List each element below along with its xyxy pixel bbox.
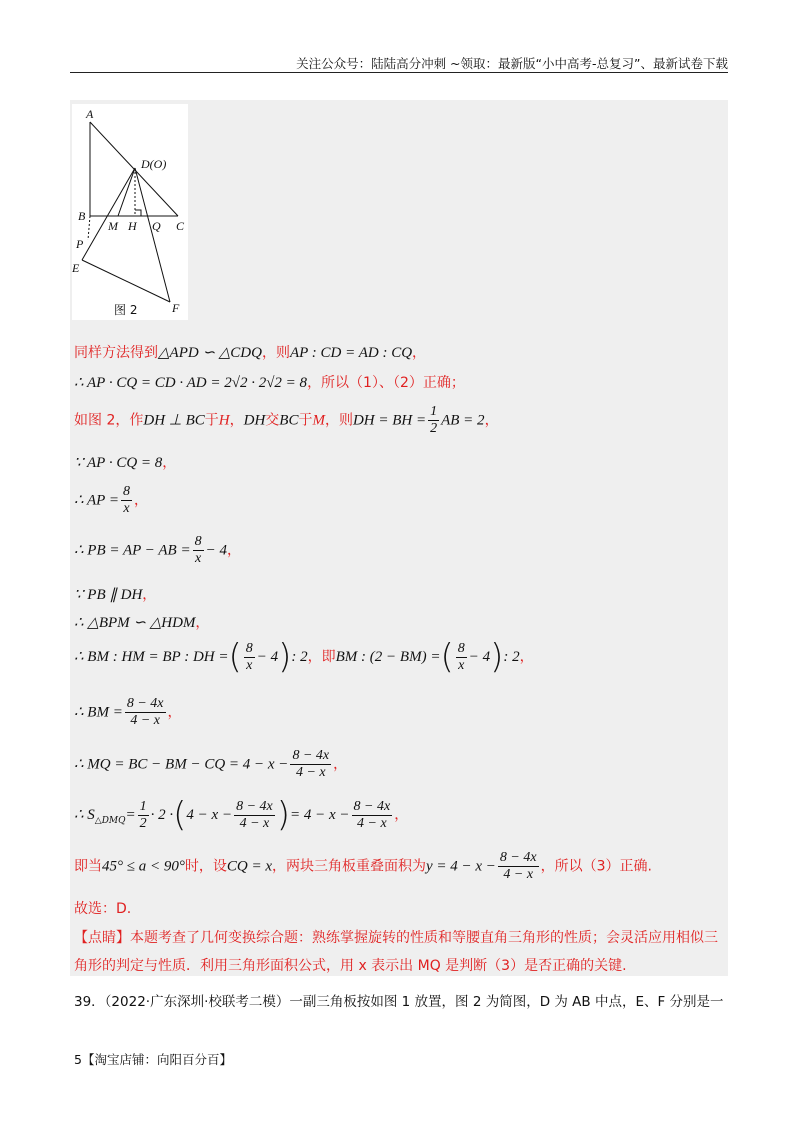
right-angle-mark xyxy=(135,210,141,216)
paren: ) xyxy=(490,637,504,677)
text: ， xyxy=(142,587,157,603)
math: : 2 xyxy=(503,649,520,665)
label-h: H xyxy=(128,219,137,233)
solution-line-9 xyxy=(74,637,534,677)
denominator: 4 − x xyxy=(503,867,534,882)
math: ∴ AP = xyxy=(74,492,119,509)
denominator: 4 − x xyxy=(239,815,270,831)
paren: ) xyxy=(276,795,291,835)
math: 45° ≤ a < 90° xyxy=(102,858,185,875)
label-c: C xyxy=(176,219,185,233)
solution-line-12 xyxy=(74,795,409,835)
label-d: D(O) xyxy=(141,157,167,171)
question-39: 39．（2022·广东深圳·校联考二模）一副三角板按如图 1 放置，图 2 为简图，D 为 AB 中点，E、F 分别是一 xyxy=(74,994,724,1010)
denominator: 4 − x xyxy=(357,815,387,831)
solution-line-5 xyxy=(74,484,148,517)
denominator: 4 − x xyxy=(130,713,160,728)
numerator: 8 − 4x xyxy=(499,850,537,865)
solution-line-10 xyxy=(74,696,182,729)
text: 于 xyxy=(204,412,219,429)
math: − 4 xyxy=(256,649,279,665)
math: H xyxy=(218,412,230,429)
text: ， xyxy=(195,615,210,631)
numerator: 8 xyxy=(457,640,465,656)
numerator: 8 xyxy=(245,640,253,656)
math: · 2 · xyxy=(150,807,174,823)
fraction xyxy=(234,799,275,832)
fraction xyxy=(290,748,331,781)
math: △APD ∽ △CDQ xyxy=(158,345,262,361)
edge-bp xyxy=(88,216,90,240)
fraction xyxy=(138,799,149,832)
text: 交 xyxy=(265,412,280,429)
text: ， xyxy=(167,704,182,721)
math: ∴ △BPM ∽ △HDM xyxy=(74,615,196,631)
fraction xyxy=(456,641,467,674)
fraction xyxy=(244,641,255,674)
math: : 2 xyxy=(291,649,308,665)
math: M xyxy=(312,412,325,429)
solution-line-3 xyxy=(74,404,499,437)
text: 时，设 xyxy=(184,858,227,875)
math: BC xyxy=(279,412,299,429)
page-header: 关注公众号：陆陆高分冲刺 ~领取：最新版“小中高考-总复习”、最新试卷下载 xyxy=(296,56,728,71)
numerator: 1 xyxy=(139,798,147,814)
text: ， xyxy=(162,455,177,471)
fraction xyxy=(498,850,539,883)
solution-line-4 xyxy=(74,452,176,472)
geometry-figure xyxy=(72,104,188,320)
text: 即当 xyxy=(74,858,102,875)
text: 于 xyxy=(298,412,313,429)
denominator: x xyxy=(194,551,202,566)
solution-line-11 xyxy=(74,748,347,781)
text: ， xyxy=(394,807,409,823)
math: ∴ S xyxy=(74,807,95,823)
denominator: 4 − x xyxy=(295,765,326,780)
label-a: A xyxy=(86,107,94,121)
denominator: 2 xyxy=(430,421,438,436)
paren: ( xyxy=(228,637,242,677)
math: ∴ MQ = BC − BM − CQ = 4 − x − xyxy=(74,756,289,773)
figure-caption: 图 2 xyxy=(114,303,138,317)
text: ，所以（1）、（2）正确； xyxy=(307,375,465,391)
math: ∴ BM = xyxy=(74,704,123,721)
numerator: 1 xyxy=(430,404,438,419)
text: ， xyxy=(333,756,348,773)
page-footer: 5【淘宝店铺：向阳百分百】 xyxy=(74,1052,232,1067)
solution-line-7 xyxy=(74,584,156,604)
fraction xyxy=(428,404,439,437)
fraction xyxy=(125,696,166,729)
math: AB = 2 xyxy=(441,412,485,429)
label-e: E xyxy=(72,261,80,275)
denominator: 2 xyxy=(139,815,147,831)
solution-line-13 xyxy=(74,850,652,883)
paren: ) xyxy=(278,637,292,677)
math: DH xyxy=(243,412,266,429)
text: ， xyxy=(226,542,241,559)
text: ， xyxy=(229,412,244,429)
label-q: Q xyxy=(152,219,161,233)
numerator: 8 − 4x xyxy=(126,696,164,711)
numerator: 8 − 4x xyxy=(292,748,330,763)
subscript: △DMQ xyxy=(94,815,126,826)
label-m: M xyxy=(108,219,118,233)
numerator: 8 − 4x xyxy=(236,798,273,814)
fraction xyxy=(352,799,393,832)
solution-line-14: 故选：D. xyxy=(74,901,132,917)
text: ，即 xyxy=(307,649,336,665)
math: DH ⊥ BC xyxy=(143,412,205,429)
text: ，所以（3）正确. xyxy=(540,858,652,875)
math: − 4 xyxy=(205,542,227,559)
math: = 4 − x − xyxy=(290,807,350,823)
text: ， xyxy=(412,345,427,361)
math: AP : CD = AD : CQ xyxy=(289,345,413,361)
math: CQ = x xyxy=(226,858,272,875)
edge-dm xyxy=(118,168,135,216)
math: − 4 xyxy=(468,649,491,665)
fraction xyxy=(121,484,132,517)
numerator: 8 xyxy=(122,484,130,499)
header-rule xyxy=(70,72,728,73)
math: ∵ PB ∥ DH xyxy=(74,587,143,603)
denominator: x xyxy=(246,657,253,673)
edge-ef xyxy=(82,260,170,302)
math: y = 4 − x − xyxy=(425,858,496,875)
text: 如图 2，作 xyxy=(74,412,144,429)
solution-line-1 xyxy=(74,342,426,362)
figure-svg xyxy=(72,104,188,320)
text: ， xyxy=(519,649,534,665)
denominator: x xyxy=(458,657,465,673)
text: ，则 xyxy=(261,345,290,361)
solution-line-8 xyxy=(74,612,209,632)
paren: ( xyxy=(173,795,187,835)
math: BM : (2 − BM) = xyxy=(335,649,441,665)
math: ∴ AP · CQ = CD · AD = 2√2 · 2√2 = 8 xyxy=(74,375,308,391)
text: ，则 xyxy=(324,412,353,429)
solution-line-6 xyxy=(74,534,241,567)
math: ∵ AP · CQ = 8 xyxy=(74,455,163,471)
numerator: 8 − 4x xyxy=(353,798,391,814)
remark-note: 【点睛】本题考查了几何变换综合题：熟练掌握旋转的性质和等腰直角三角形的性质；会灵活应用相似三角形的判定与性质．利用三角形面积公式，用 x 表示出 MQ 是判断（3）是否正确的关键. xyxy=(74,930,718,974)
label-b: B xyxy=(78,209,86,223)
text: 同样方法得到 xyxy=(74,345,158,361)
label-p: P xyxy=(76,237,84,251)
math: ∴ PB = AP − AB = xyxy=(74,542,191,559)
numerator: 8 xyxy=(194,534,202,549)
text: ， xyxy=(133,492,148,509)
paren: ( xyxy=(440,637,454,677)
text: ， xyxy=(484,412,499,429)
math: 4 − x − xyxy=(186,807,233,823)
fraction xyxy=(193,534,204,567)
solution-line-2 xyxy=(74,372,465,392)
label-f: F xyxy=(172,301,180,315)
math: DH = BH = xyxy=(352,412,427,429)
text: ，两块三角板重叠面积为 xyxy=(271,858,426,875)
denominator: x xyxy=(123,501,130,516)
math: = xyxy=(125,807,136,823)
math: ∴ BM : HM = BP : DH = xyxy=(74,649,229,665)
